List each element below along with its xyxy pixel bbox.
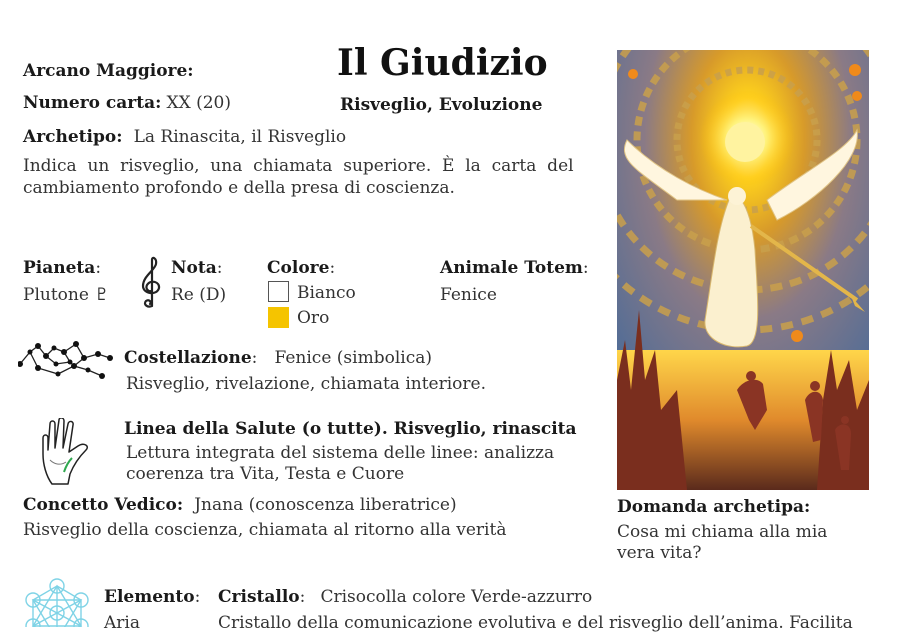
page-title: Il Giudizio: [337, 42, 548, 84]
colore-bianco: Bianco: [297, 283, 356, 303]
colore-oro: Oro: [297, 308, 330, 328]
treble-clef-icon: [137, 256, 165, 310]
metatron-cube-icon: [20, 576, 94, 627]
vedico-description: Risveglio della coscienza, chiamata al ritorno alla verità: [23, 520, 507, 540]
archetipo-label: Archetipo:: [23, 127, 123, 147]
color-swatch-bianco: [268, 281, 289, 302]
linea-label: Linea della Salute (o tutte). Risveglio, rinascita: [124, 419, 577, 439]
cristallo-value: Crisocolla colore Verde-azzurro: [320, 587, 593, 607]
cristallo-label: Cristallo: [218, 587, 300, 607]
vedico-label: Concetto Vedico:: [23, 495, 184, 515]
nota-label: Nota: [171, 258, 217, 278]
costellazione-heading: Costellazione: Fenice (simbolica): [124, 348, 432, 368]
elemento-label: Elemento: [104, 587, 195, 607]
animale-label: Animale Totem: [440, 258, 583, 278]
arcano-label: Arcano Maggiore:: [23, 61, 194, 81]
archetipo-description-line2: cambiamento profondo e della presa di coscienza.: [23, 178, 455, 198]
vedico-heading: [23, 495, 457, 515]
numero-value: XX (20): [166, 93, 231, 113]
colore-label: Colore: [267, 258, 330, 278]
nota-heading: Nota:: [171, 258, 223, 278]
card-illustration: [617, 50, 869, 490]
domanda-line1: Cosa mi chiama alla mia: [617, 522, 828, 542]
costellazione-description: Risveglio, rivelazione, chiamata interiore.: [126, 374, 487, 394]
pianeta-heading: Pianeta:: [23, 258, 102, 278]
linea-description-line1: Lettura integrata del sistema delle linee: analizza: [126, 443, 555, 463]
pianeta-value: Plutone ♇: [23, 285, 110, 305]
palm-hand-icon: [38, 418, 96, 486]
colore-heading: Colore:: [267, 258, 336, 278]
archetipo-description-line1: Indica un risveglio, una chiamata superiore. È la carta del: [23, 156, 574, 176]
cristallo-description: Cristallo della comunicazione evolutiva e del risveglio dell’anima. Facilita: [218, 613, 853, 633]
numero-label: Numero carta:: [23, 93, 162, 113]
constellation-icon: [18, 338, 118, 380]
animale-heading: Animale Totem:: [440, 258, 589, 278]
archetipo-value: La Rinascita, il Risveglio: [133, 127, 347, 147]
costellazione-value: Fenice (simbolica): [274, 348, 432, 368]
domanda-label: Domanda archetipa:: [617, 497, 811, 517]
elemento-heading: Elemento:: [104, 587, 201, 607]
animale-value: Fenice: [440, 285, 497, 305]
vedico-value: Jnana (conoscenza liberatrice): [194, 495, 457, 515]
color-swatch-oro: [268, 307, 289, 328]
costellazione-label: Costellazione: [124, 348, 252, 368]
page-subtitle: Risveglio, Evoluzione: [340, 95, 543, 115]
pianeta-label: Pianeta: [23, 258, 96, 278]
cristallo-heading: Cristallo: Crisocolla colore Verde-azzurro: [218, 587, 593, 607]
archetipo-row: [23, 127, 346, 147]
domanda-line2: vera vita?: [617, 543, 702, 563]
numero-row: [23, 93, 231, 113]
linea-description-line2: coerenza tra Vita, Testa e Cuore: [126, 464, 405, 484]
nota-value: Re (D): [171, 285, 227, 305]
elemento-value: Aria: [104, 613, 140, 633]
